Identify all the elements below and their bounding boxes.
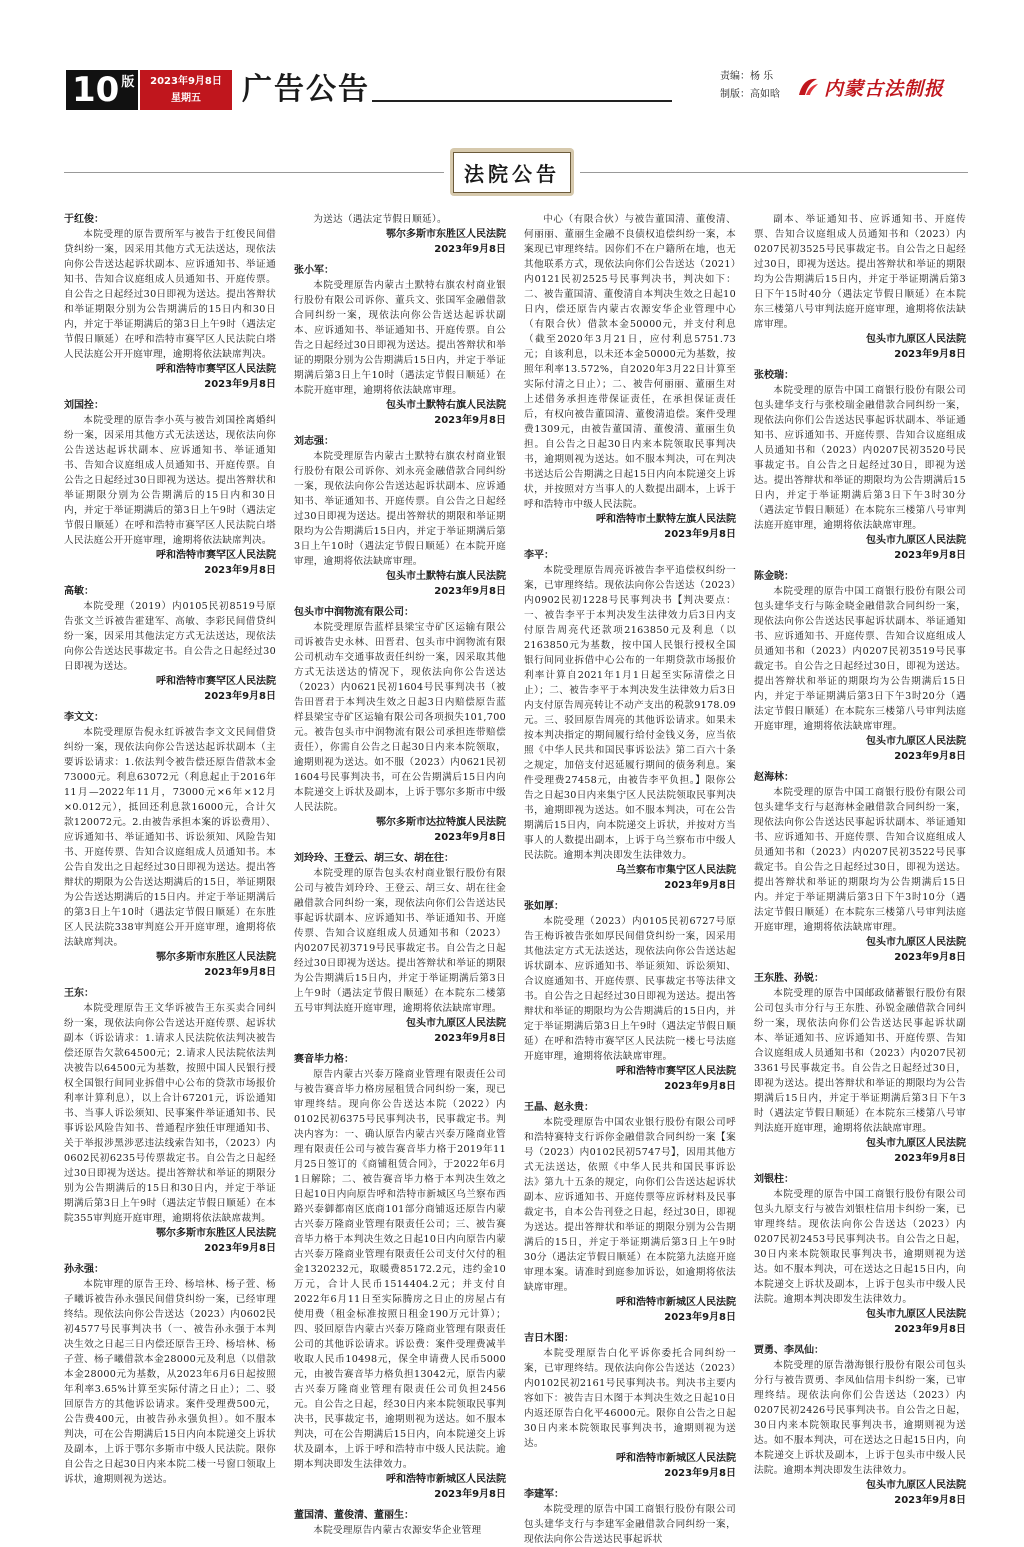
notice-party: 刘国拴： — [64, 400, 104, 411]
notice-court: 呼和浩特市赛罕区人民法院 — [156, 676, 276, 687]
notice-body: 本院受理（2019）内0105民初8519号原告张文兰诉被告霍建军、高敏、李彩民间借贷纠纷一案，因采用其他法定方式无法送达，现依法向你公告送达民事裁定书。自公告之日起经过30日即视为送达。 — [64, 601, 276, 672]
notice-date: 2023年9月8日 — [434, 832, 506, 843]
notice-party: 包头市中润物流有限公司： — [294, 607, 414, 618]
notice-party: 王东： — [64, 988, 94, 999]
court-notice — [754, 368, 966, 563]
notice-body: 本院受理的原告李小英与被告刘国拴离婚纠纷一案，因采用其他方式无法送达，现依法向你公告送达起诉状副本、应诉通知书、举证通知书、告知合议庭组成人员通知书、开庭传票。自公告之日起经过30日即视为送达。提出答辩状和举证期限分别为公告期满后的15日内和30日内，并定于举证期满后的第3日上午9时（遇法定节假日顺延）在呼和浩特市赛罕区人民法院白塔人民法庭公开开庭审理，逾期将依法缺席判决。 — [64, 415, 276, 546]
court-notice — [294, 263, 506, 428]
court-notice — [524, 1331, 736, 1481]
notice-court: 呼和浩特市新城区人民法院 — [616, 1297, 736, 1308]
notice-court: 鄂尔多斯市东胜区人民法院 — [386, 229, 506, 240]
section-title: 广告公告 — [242, 72, 370, 107]
notice-court: 呼和浩特市赛罕区人民法院 — [156, 364, 276, 375]
court-notice — [524, 548, 736, 893]
notice-court: 包头市九原区人民法院 — [866, 535, 966, 546]
notice-date: 2023年9月8日 — [894, 1495, 966, 1506]
notice-party: 李建军： — [524, 1489, 564, 1500]
page-header — [0, 0, 1024, 120]
notice-body: 本院受理（2023）内0105民初6727号原告王梅诉被告张如厚民间借贷纠纷一案，因采用其他法定方式无法送达，现依法向你公告送达起诉状副本、应诉通知书、举证须知、诉讼须知、合议庭通知书、开庭传票、民事裁定书等法律文书。自公告之日起经过30日即视为送达。提出答辩状和举证的期限均为公告期满后的15日内，并定于举证期满后第3日上午9时（遇法定节假日顺延）在呼和浩特市赛罕区人民法院一楼七号法庭开庭审理，逾期将依法缺席审理。 — [524, 916, 736, 1062]
notice-date: 2023年9月8日 — [434, 1033, 506, 1044]
page-suffix: 版 — [121, 75, 135, 90]
banner-title: 法院公告 — [453, 152, 571, 193]
notice-party: 王东胜、孙锐： — [754, 973, 824, 984]
page-number: 10 — [72, 70, 120, 110]
notice-party: 张校瑞： — [754, 370, 794, 381]
court-notice — [754, 770, 966, 965]
notice-date: 2023年9月8日 — [434, 244, 506, 255]
notice-date: 2023年9月8日 — [894, 349, 966, 360]
issue-weekday: 星期五 — [171, 93, 201, 104]
notice-court: 呼和浩特市土默特左旗人民法院 — [596, 514, 736, 525]
notice-party: 张小军： — [294, 265, 334, 276]
notice-date: 2023年9月8日 — [894, 751, 966, 762]
notice-party: 于红俊： — [64, 214, 104, 225]
notice-date: 2023年9月8日 — [664, 529, 736, 540]
notice-court: 包头市土默特右旗人民法院 — [386, 400, 506, 411]
notice-party: 张如厚： — [524, 901, 564, 912]
notice-party: 李平： — [524, 550, 554, 561]
notice-court: 包头市九原区人民法院 — [866, 334, 966, 345]
court-notice — [64, 1262, 276, 1487]
court-notice — [524, 899, 736, 1094]
notice-body: 本院受理的原告中国工商银行股份有限公司包头建华支行与赵海林金融借款合同纠纷一案，现依法向你公告送达民事起诉状副本、举证通知书、应诉通知书、开庭传票、告知合议庭组成人员通知书和（2023）内0207民初3522号民事裁定书。自公告之日起经过30日，即视为送达。提出答辩状和举证的期限均为公告期满后15日内。并定于举证期满后第3日下午3时10分（遇法定节假日顺延）在本院东三楼第八号审判法庭开庭审理，逾期将依法缺席审理。 — [754, 787, 966, 933]
notice-party: 吉日木图： — [524, 1333, 574, 1344]
notice-party: 王晶、赵永贵： — [524, 1102, 594, 1113]
notice-body: 本院受理原告内蒙古农源安华企业管理 — [313, 1525, 482, 1536]
notice-court: 呼和浩特市赛罕区人民法院 — [156, 550, 276, 561]
court-notice — [754, 1172, 966, 1337]
editor: 责编：杨 乐 — [720, 71, 774, 82]
court-notice — [294, 434, 506, 599]
banner-rule-left — [64, 172, 444, 173]
notice-date: 2023年9月8日 — [434, 586, 506, 597]
notice-date: 2023年9月8日 — [204, 967, 276, 978]
notice-court: 鄂尔多斯市东胜区人民法院 — [156, 1228, 276, 1239]
notice-court: 包头市九原区人民法院 — [866, 937, 966, 948]
court-notice — [294, 1052, 506, 1502]
notice-body: 本院受理的原告中国工商银行股份有限公司包头建华支行与李建军金融借款合同纠纷一案，现依法向你公告送达民事起诉状 — [524, 1504, 736, 1545]
notice-body: 本院受理原告内蒙古土默特右旗农村商业银行股份有限公司诉你、董兵文、张国军金融借款合同纠纷一案，现依法向你公告送达起诉状副本、应诉通知书、举证通知书、开庭传票。自公告之日起经过30日即视为送达。提出答辩状和举证的期限分别为公告期满后15日内，并定于举证期满后第3日上午10时（遇法定节假日顺延）在本院开庭审理，逾期将依法缺席审理。 — [294, 280, 506, 396]
notice-court: 鄂尔多斯市达拉特旗人民法院 — [376, 817, 506, 828]
court-notice — [754, 212, 966, 362]
notice-column — [524, 212, 736, 1545]
notice-body: 本院受理原告周亮诉被告李平追偿权纠纷一案，已审理终结。现依法向你公告送达（2023）内0902民初1228号民事判决书【判决要点：一、被告李平于本判决发生法律效力后3日内支付原告周亮代还款项2163850元及利息（以2163850元为基数，按中国人民银行授权全国银行间同业拆借中心公布的一年期贷款市场报价利率计算自2021年1月1日起至实际清偿之日止）；二、被告李平于本判决发生法律效力后3日内支付原告周亮转让不动产支出的税款9178.09元。三、驳回原告周亮的其他诉讼请求。如果未按本判决指定的期间履行给付金钱义务，应当依照《中华人民共和国民事诉讼法》第二百六十条之规定，加倍支付迟延履行期间的债务利息。案件受理费27458元，由被告李平负担。】限你公告之日起30日内来集宁区人民法院领取民事判决书，逾期即视为送达。如不服本判决，可在公告期满后15日内，向本院递交上诉状，并按对方当事人的人数提出副本，上诉于乌兰察布市中级人民法院。逾期本判决即发生法律效力。 — [524, 565, 736, 861]
page-number-block — [66, 70, 138, 110]
court-notice — [524, 1487, 736, 1547]
notice-column — [754, 212, 966, 1506]
notice-body: 本院受理的原告中国工商银行股份有限公司包头建华支行与陈金晓金融借款合同纠纷一案，现依法向你公告送达民事起诉状副本、举证通知书、应诉通知书、开庭传票、告知合议庭组成人员通知书和（2023）内0207民初3519号民事裁定书。自公告之日起经过30日，即视为送达。提出答辩状和举证的期限均为公告期满后15日内，并定于举证期满后第3日下午3时20分（遇法定节假日顺延）在本院东三楼第八号审判法庭开庭审理，逾期将依法缺席审理。 — [754, 586, 966, 732]
newspaper-logo — [796, 72, 966, 102]
notice-body: 本院受理的原告贾所军与被告于红俊民间借贷纠纷一案，因采用其他方式无法送达，现依法向你公告送达起诉状副本、应诉通知书、举证通知书、告知合议庭组成人员通知书、开庭传票。自公告之日起经过30日即视为送达。提出答辩状和举证期限分别为公告期满后的15日内和30日内，并定于举证期满后的第3日上午9时（遇法定节假日顺延）在呼和浩特市赛罕区人民法院白塔人民法庭公开开庭审理，逾期将依法缺席判决。 — [64, 229, 276, 360]
notice-body: 原告内蒙古兴泰万隆商业管理有限责任公司与被告赛音毕力格房屋租赁合同纠纷一案，现已审理终结。现向你公告送达本院（2022）内0102民初6375号民事判决书，民事裁定书。判决内容为：一、确认原告内蒙古兴泰万隆商业管理有限责任公司与被告赛音毕力格于2019年11月25日签订的《商铺租赁合同》，于2022年6月1日解除；二、被告赛音毕力格于本判决生效之日起10日内向原告呼和浩特市新城区乌兰察布西路兴泰御都南区底商101部分商铺返还原告内蒙古兴泰万隆商业管理有限责任公司；三、被告赛音毕力格于本判决生效之日起10日内向原告内蒙古兴泰万隆商业管理有限责任公司支付欠付的租金1320232元，取暖费85172.2元，违约金10万元，合计人民币1514404.2元；并支付自2022年6月11日至实际腾房之日止的房屋占有使用费（租金标准按照日租金190万元计算）；四、驳回原告内蒙古兴泰万隆商业管理有限责任公司的其他诉讼请求。诉讼费：案件受理费减半收取人民币10498元，保全申请费人民币5000元，由被告赛音毕力格负担13042元，原告内蒙古兴泰万隆商业管理有限责任公司负担2456元。自公告之日起，经30日内来本院领取民事判决书，民事裁定书，逾期则视为送达。如不服本判决，可在公告期满后15日内，向本院递交上诉状及副本，上诉于呼和浩特市中级人民法院。逾期本判决即发生法律效力。 — [294, 1069, 506, 1470]
notice-party: 高敏： — [64, 586, 94, 597]
notice-body: 本院受理的原告渤海银行股份有限公司包头分行与被告贾勇、李凤仙信用卡纠纷一案，已审理终结。现依法向你们公告送达（2023）内0207民初2426号民事判决书。自公告之日起，30日内来本院领取民事判决书，逾期则视为送达。如不服本判决，可在送达之日起15日内，向本院递交上诉状及副本，上诉于包头市中级人民法院。逾期本判决即发生法律效力。 — [754, 1360, 966, 1476]
notice-column — [294, 212, 506, 1536]
notice-party: 刘志强： — [294, 436, 334, 447]
notice-date: 2023年9月8日 — [204, 379, 276, 390]
notice-party: 李文文： — [64, 712, 104, 723]
notice-body: 本院受理的原告中国工商银行股份有限公司包头九原支行与被告刘银柱信用卡纠纷一案，已审理终结。现依法向你公告送达（2023）内0207民初2453号民事判决书。自公告之日起，30日内来本院领取民事判决书，逾期则视为送达。如不服本判决，可在送达之日起15日内，向本院递交上诉状及副本，上诉于包头市中级人民法院。逾期本判决即发生法律效力。 — [754, 1189, 966, 1305]
notice-body: 副本、举证通知书、应诉通知书、开庭传票、告知合议庭组成人员通知书和（2023）内0207民初3525号民事裁定书。自公告之日起经过30日，即视为送达。提出答辩状和举证的期限均为公告期满后15日内，并定于举证期满后第3日下午15时40分（遇法定节假日顺延）在本院东三楼第八号审判法庭开庭审理，逾期将依法缺席审理。 — [754, 214, 966, 330]
editor-credits — [720, 68, 780, 104]
notice-court: 鄂尔多斯市东胜区人民法院 — [156, 952, 276, 963]
notice-date: 2023年9月8日 — [204, 1243, 276, 1254]
notice-body: 本院受理原告内蒙古土默特右旗农村商业银行股份有限公司诉你、刘永亮金融借款合同纠纷一案，现依法向你公告送达起诉状副本、应诉通知书、举证通知书、开庭传票。自公告之日起经过30日即视为送达。提出答辩状的期限和举证期限均为公告期满后15日内，并定于举证期满后第3日上午10时（遇法定节假日顺延）在本院开庭审理，逾期将依法缺席审理。 — [294, 451, 506, 567]
notice-party: 董国清、董俊清、董丽生： — [294, 1510, 414, 1521]
notice-party: 刘玲玲、王登云、胡三女、胡在往： — [294, 853, 454, 864]
notice-court: 包头市九原区人民法院 — [866, 1480, 966, 1491]
issue-date: 2023年9月8日 — [150, 76, 222, 87]
court-notice — [294, 212, 506, 257]
notice-court: 包头市九原区人民法院 — [406, 1018, 506, 1029]
notice-date: 2023年9月8日 — [434, 1489, 506, 1500]
notice-body: 本院受理原告王文华诉被告王东买卖合同纠纷一案，现依法向你公告送达开庭传票、起诉状副本（诉讼请求：1.请求人民法院依法判决被告偿还原告欠款64500元；2.请求人民法院依法判决被告以64500元为基数，按照中国人民银行授权全国银行间同业拆借中心公布的贷款市场报价利率计算利息），以上合计67201元，诉讼通知书、当事人诉讼须知、民事案件举证通知书、民事诉讼风险告知书、普通程序独任审理通知书、关于举报涉黑涉恶违法线索告知书，（2023）内0602民初6235号传票裁定书。自公告之日起经过30日即视为送达。提出答辩状和举证的期限分别为公告期满后的15日和30日内，并定于举证期满后第3日上午9时（遇法定节假日顺延）在本院355审判庭开庭审理，逾期将依法缺席裁判。 — [64, 1003, 276, 1224]
court-notice — [754, 971, 966, 1166]
notice-party: 贾勇、李凤仙： — [754, 1345, 824, 1356]
notice-party: 刘银柱： — [754, 1174, 794, 1185]
notice-party: 赵海林： — [754, 772, 794, 783]
notice-body: 本院受理原告蓝样县梁宝寺矿区运输有限公司诉被告史永林、田晋君、包头市中润物流有限公司机动车交通事故责任纠纷一案，因采取其他方式无法送达的情况下，现依法向你公告送达（2023）内0621民初1604号民事判决书（被告田晋君于本判决生效之日起3日内赔偿原告蓝样县梁宝寺矿区运输有限公司各项损失101,700元。被告包头市中润物流有限公司承担连带赔偿责任），你需自公告之日起30日内来本院领取，逾期则视为送达。如不服（2023）内0621民初1604号民事判决书，可在公告期满后15日内向本院递交上诉状及副本，上诉于鄂尔多斯市中级人民法院。 — [294, 622, 506, 813]
date-block — [140, 70, 232, 110]
banner-rule-right — [580, 172, 968, 173]
court-notice — [64, 212, 276, 392]
notice-columns — [64, 212, 968, 1545]
notice-date: 2023年9月8日 — [434, 415, 506, 426]
notice-column — [64, 212, 276, 1485]
notice-court: 呼和浩特市新城区人民法院 — [386, 1474, 506, 1485]
court-notice — [64, 398, 276, 578]
notice-date: 2023年9月8日 — [664, 1468, 736, 1479]
court-notice — [524, 212, 736, 542]
notice-date: 2023年9月8日 — [894, 952, 966, 963]
court-notice — [64, 584, 276, 704]
notice-body: 本院受理的原告中国邮政储蓄银行股份有限公司包头市分行与王东胜、孙锐金融借款合同纠纷一案，现依法向你们公告送达民事起诉状副本、举证通知书、应诉通知书、开庭传票、告知合议庭组成人员通知书和（2023）内0207民初3361号民事裁定书。自公告之日起经过30日，即视为送达。提出答辩状和举证的期限均为公告期满后15日内，并定于举证期满后第3日下午3时（遇法定节假日顺延）在本院东三楼第八号审判法庭开庭审理，逾期将依法缺席审理。 — [754, 988, 966, 1134]
notice-date: 2023年9月8日 — [664, 1312, 736, 1323]
court-notice — [294, 1508, 506, 1538]
court-notice — [754, 569, 966, 764]
notice-party: 孙永强： — [64, 1264, 104, 1275]
notice-date: 2023年9月8日 — [894, 550, 966, 561]
notice-body: 为送达（遇法定节假日顺延）。 — [313, 214, 447, 225]
court-notice — [294, 851, 506, 1046]
notice-body: 本院审理的原告王玲、杨培林、杨子萱、杨子曦诉被告孙永强民间借贷纠纷一案，已经审理终结。现依法向你公告送达（2023）内0602民初4577号民事判决书（一、被告孙永强于本判决生效之日起三日内偿还原告王玲、杨培林、杨子萱、杨子曦借款本金28000元及利息（以借款本金28000元为基数，从2023年6月6日起按照年利率3.65%计算至实际付清之日止）；二、驳回原告方的其他诉讼请求。案件受理费500元，公告费400元，由被告孙永强负担）。如不服本判决，可在公告期满后15日内向本院递交上诉状及副本，上诉于鄂尔多斯市中级人民法院。限你自公告之日起30日内来本院二楼一号窗口领取上诉状，逾期则视为送达。 — [64, 1279, 276, 1485]
notice-body: 本院受理原告白化平诉你委托合同纠纷一案，已审理终结。现依法向你公告送达（2023）内0102民初2161号民事判决书。判决书主要内容如下：被告吉日木图于本判决生效之日起10日内返还原告白化平46000元。限你自公告之日起30日内来本院领取民事判决书，逾期则视为送达。 — [524, 1348, 736, 1449]
notice-date: 2023年9月8日 — [204, 565, 276, 576]
court-notice — [754, 1343, 966, 1508]
notice-body: 本院受理的原告包头农村商业银行股份有限公司与被告刘玲玲、王登云、胡三女、胡在往金融借款合同纠纷一案，现依法向你们公告送达民事起诉状副本、应诉通知书、举证通知书、开庭传票、告知合议庭组成人员通知书和（2023）内0207民初3719号民事裁定书。自公告之日起经过30日即视为送达。提出答辩状和举证的期限为公告期满后15日内，并定于举证期满后第3日上午9时（遇法定节假日顺延）在本院东二楼第五号审判法庭开庭审理，逾期将依法缺席审理。 — [294, 868, 506, 1014]
court-notice — [64, 986, 276, 1256]
notice-party: 陈金晓： — [754, 571, 794, 582]
notice-court: 呼和浩特市新城区人民法院 — [616, 1453, 736, 1464]
newspaper-name: 内蒙古法制报 — [824, 77, 945, 100]
notice-court: 包头市九原区人民法院 — [866, 1138, 966, 1149]
notice-date: 2023年9月8日 — [894, 1153, 966, 1164]
notice-court: 乌兰察布市集宁区人民法院 — [616, 865, 736, 876]
notice-date: 2023年9月8日 — [664, 1081, 736, 1092]
notice-court: 包头市九原区人民法院 — [866, 1309, 966, 1320]
notice-body: 本院受理原告中国农业银行股份有限公司呼和浩特赛特支行诉你金融借款合同纠纷一案【案号（2023）内0102民初5747号】，因用其他方式无法送达，依照《中华人民共和国民事诉讼法》第九十五条的规定，向你们公告送达起诉状副本、应诉通知书、开庭传票等应诉材料及民事裁定书，自本公告刊登之日起，经过30日，即视为送达。提出答辩状和举证的期限分别为公告期满后的15日，并定于举证期满后第3日上午9时30分（遇法定节假日顺延）在本院第九法庭开庭审理本案。请准时到庭参加诉讼，如逾期将依法缺席审理。 — [524, 1117, 736, 1293]
logo-emblem-icon — [796, 75, 820, 99]
header-divider — [372, 100, 672, 102]
notice-party: 赛音毕力格： — [294, 1054, 354, 1065]
notice-body: 中心（有限合伙）与被告董国清、董俊清、何丽丽、董丽生金融不良债权追偿纠纷一案，本案现已审理终结。因你们不在户籍所在地，也无其他联系方式，现依法向你们公告送达（2021）内0121民初2525号民事判决书，判决如下：二、被告董国清、董俊清自本判决生效之日起10日内，偿还原告内蒙古农源安华企业管理中心（有限合伙）借款本金50000元，并支付利息（截至2020年3月21日，应付利息5751.73元；自该利息，以未还本金50000元为基数，按照年利率13.572%，自2020年3月22日计算至实际付清之日止）；二、被告何丽丽、董丽生对上述借务承担连带保证责任，在承担保证责任后，有权向被告董国清、董俊清追偿。案件受理费1309元，由被告董国清、董俊清、董丽生负担。自公告之日起30日内来本院领取民事判决书，逾期则视为送达。如不服本判决，可在判决书送达后公告期满之日起15日内向本院递交上诉状，并按照对方当事人的人数提出副本，上诉于呼和浩特市中级人民法院。 — [524, 214, 736, 510]
court-notice — [64, 710, 276, 980]
court-notice-banner — [450, 148, 574, 196]
producer: 制版：高如晗 — [720, 89, 780, 100]
notice-date: 2023年9月8日 — [664, 880, 736, 891]
notice-court: 包头市九原区人民法院 — [866, 736, 966, 747]
notice-court: 包头市土默特右旗人民法院 — [386, 571, 506, 582]
notice-body: 本院受理的原告中国工商银行股份有限公司包头建华支行与张校瑞金融借款合同纠纷一案，现依法向你们公告送达民事起诉状副本、举证通知书、应诉通知书、开庭传票、告知合议庭组成人员通知书和（2023）内0207民初3520号民事裁定书。自公告之日起经过30日，即视为送达。提出答辩状和举证的期限均为公告期满后15日内，并定于举证期满后第3日下午3时30分（遇法定节假日顺延）在本院东三楼第八号审判法庭开庭审理，逾期将依法缺席审理。 — [754, 385, 966, 531]
notice-date: 2023年9月8日 — [894, 1324, 966, 1335]
notice-body: 本院受理原告倪永红诉被告李文文民间借贷纠纷一案，现依法向你公告送达起诉状副本（主要诉讼请求：1.依法判令被告偿还原告借款本金73000元。利息63072元（利息起止于2016年11月—2022年11月，73000元×6年×12月×0.012元），抵回还利息款16000元，合计欠款120072元。2.由被告承担本案的诉讼费用）、应诉通知书、举证通知书、诉讼须知、风险告知书、开庭传票、告知合议庭组成人员通知书。本公告自发出之日起经过30日即视为送达。提出答辩状的期限为公告送达期满后的15日，举证期限为公告送达期满后的15日内。并定于举证期满后的第3日上午10时（遇法定节假日顺延）在东胜区人民法院338审判庭公开开庭审理，逾期将依法缺席判决。 — [64, 727, 276, 948]
notice-court: 呼和浩特市赛罕区人民法院 — [616, 1066, 736, 1077]
court-notice — [524, 1100, 736, 1325]
court-notice — [294, 605, 506, 845]
notice-date: 2023年9月8日 — [204, 691, 276, 702]
